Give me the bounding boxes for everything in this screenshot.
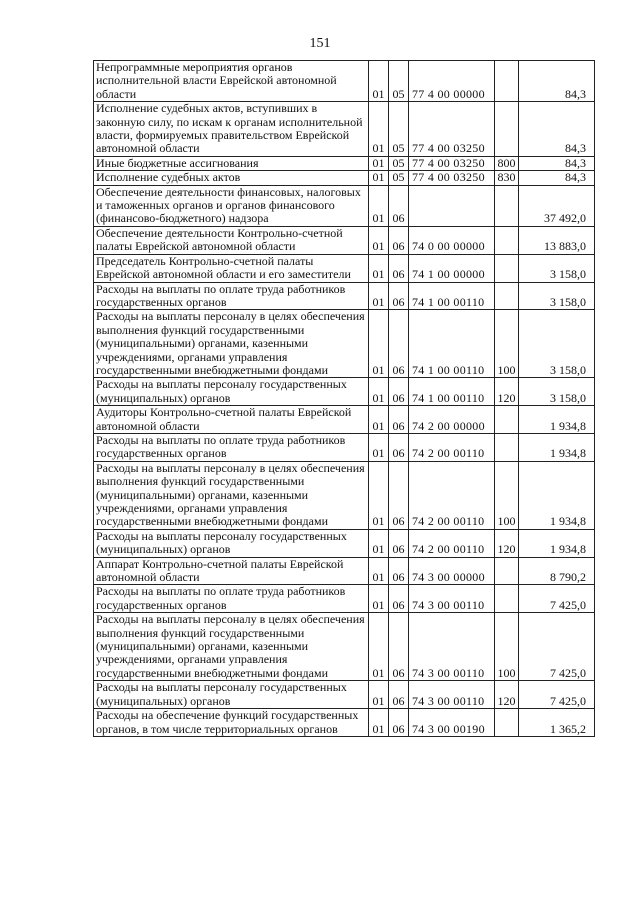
target-article-code-cell: 74 1 00 00110 — [409, 282, 495, 310]
section-code-cell: 01 — [369, 310, 389, 378]
expense-type-code-cell — [495, 585, 519, 613]
target-article-code-cell — [409, 185, 495, 226]
section-code-cell: 01 — [369, 461, 389, 529]
section-code-cell: 01 — [369, 433, 389, 461]
subsection-code-cell: 06 — [389, 461, 409, 529]
table-row — [94, 709, 595, 737]
expense-type-code-cell: 830 — [495, 171, 519, 185]
amount-cell: 7 425,0 — [519, 613, 595, 681]
expense-type-code-cell — [495, 226, 519, 254]
expense-type-code-cell — [495, 406, 519, 434]
subsection-code-cell: 06 — [389, 433, 409, 461]
subsection-code-cell: 06 — [389, 709, 409, 737]
expense-type-code-cell: 120 — [495, 681, 519, 709]
subsection-code-cell: 06 — [389, 529, 409, 557]
expense-type-code-cell — [495, 433, 519, 461]
expense-type-code-cell — [495, 102, 519, 157]
page-number: 151 — [309, 36, 331, 51]
table-row — [94, 185, 595, 226]
amount-cell: 3 158,0 — [519, 310, 595, 378]
item-name-cell: Обеспечение деятельности финансовых, налоговых и таможенных органов и органов финансового (финансово-бюджетного) надзора — [94, 185, 369, 226]
section-code-cell: 01 — [369, 282, 389, 310]
target-article-code-cell: 74 1 00 00110 — [409, 310, 495, 378]
item-name-cell: Аудиторы Контрольно-счетной палаты Еврейской автономной области — [94, 406, 369, 434]
item-name-cell: Расходы на выплаты по оплате труда работников государственных органов — [94, 282, 369, 310]
section-code-cell: 01 — [369, 156, 389, 170]
target-article-code-cell: 74 3 00 00110 — [409, 681, 495, 709]
target-article-code-cell: 74 3 00 00190 — [409, 709, 495, 737]
amount-cell: 7 425,0 — [519, 585, 595, 613]
amount-cell: 84,3 — [519, 171, 595, 185]
target-article-code-cell: 74 1 00 00110 — [409, 378, 495, 406]
target-article-code-cell: 77 4 00 03250 — [409, 102, 495, 157]
target-article-code-cell: 74 2 00 00110 — [409, 433, 495, 461]
section-code-cell: 01 — [369, 406, 389, 434]
expense-type-code-cell: 100 — [495, 310, 519, 378]
target-article-code-cell: 77 4 00 03250 — [409, 171, 495, 185]
subsection-code-cell: 06 — [389, 310, 409, 378]
amount-cell: 8 790,2 — [519, 557, 595, 585]
subsection-code-cell: 06 — [389, 254, 409, 282]
amount-cell: 3 158,0 — [519, 254, 595, 282]
item-name-cell: Расходы на выплаты персоналу государственных (муниципальных) органов — [94, 681, 369, 709]
item-name-cell: Председатель Контрольно-счетной палаты Еврейской автономной области и его заместители — [94, 254, 369, 282]
item-name-cell: Исполнение судебных актов — [94, 171, 369, 185]
subsection-code-cell: 06 — [389, 613, 409, 681]
target-article-code-cell: 77 4 00 00000 — [409, 61, 495, 102]
amount-cell: 1 934,8 — [519, 406, 595, 434]
section-code-cell: 01 — [369, 557, 389, 585]
target-article-code-cell: 74 3 00 00110 — [409, 613, 495, 681]
table-row — [94, 378, 595, 406]
table-row — [94, 461, 595, 529]
amount-cell: 84,3 — [519, 61, 595, 102]
amount-cell: 1 365,2 — [519, 709, 595, 737]
item-name-cell: Расходы на выплаты персоналу государственных (муниципальных) органов — [94, 529, 369, 557]
expense-type-code-cell: 120 — [495, 529, 519, 557]
item-name-cell: Расходы на выплаты по оплате труда работников государственных органов — [94, 433, 369, 461]
item-name-cell: Расходы на выплаты персоналу в целях обеспечения выполнения функций государственными (муниципальными) органами, казенными учреждениями, органами управления государственными внебюджетными фондами — [94, 310, 369, 378]
table-row — [94, 585, 595, 613]
section-code-cell: 01 — [369, 529, 389, 557]
section-code-cell: 01 — [369, 254, 389, 282]
amount-cell: 1 934,8 — [519, 461, 595, 529]
subsection-code-cell: 06 — [389, 282, 409, 310]
table-row — [94, 226, 595, 254]
item-name-cell: Исполнение судебных актов, вступивших в законную силу, по искам к органам исполнительной власти, формируемых правительством Еврейской автономной области — [94, 102, 369, 157]
section-code-cell: 01 — [369, 226, 389, 254]
subsection-code-cell: 06 — [389, 226, 409, 254]
amount-cell: 3 158,0 — [519, 378, 595, 406]
amount-cell: 1 934,8 — [519, 529, 595, 557]
item-name-cell: Расходы на обеспечение функций государственных органов, в том числе территориальных органов — [94, 709, 369, 737]
table-row — [94, 433, 595, 461]
budget-table — [93, 60, 595, 737]
subsection-code-cell: 06 — [389, 406, 409, 434]
table-row — [94, 681, 595, 709]
item-name-cell: Расходы на выплаты персоналу в целях обеспечения выполнения функций государственными (муниципальными) органами, казенными учреждениями, органами управления государственными внебюджетными фондами — [94, 613, 369, 681]
subsection-code-cell: 06 — [389, 681, 409, 709]
table-row — [94, 171, 595, 185]
expense-type-code-cell — [495, 282, 519, 310]
section-code-cell: 01 — [369, 61, 389, 102]
item-name-cell: Расходы на выплаты персоналу государственных (муниципальных) органов — [94, 378, 369, 406]
item-name-cell: Аппарат Контрольно-счетной палаты Еврейской автономной области — [94, 557, 369, 585]
section-code-cell: 01 — [369, 171, 389, 185]
budget-table-body — [94, 61, 595, 737]
table-row — [94, 102, 595, 157]
table-row — [94, 406, 595, 434]
subsection-code-cell: 05 — [389, 102, 409, 157]
target-article-code-cell: 74 2 00 00110 — [409, 529, 495, 557]
item-name-cell: Расходы на выплаты персоналу в целях обеспечения выполнения функций государственными (муниципальными) органами, казенными учреждениями, органами управления государственными внебюджетными фондами — [94, 461, 369, 529]
section-code-cell: 01 — [369, 709, 389, 737]
section-code-cell: 01 — [369, 185, 389, 226]
table-row — [94, 156, 595, 170]
table-row — [94, 613, 595, 681]
target-article-code-cell: 74 1 00 00000 — [409, 254, 495, 282]
table-row — [94, 282, 595, 310]
expense-type-code-cell — [495, 185, 519, 226]
section-code-cell: 01 — [369, 681, 389, 709]
section-code-cell: 01 — [369, 102, 389, 157]
amount-cell: 84,3 — [519, 102, 595, 157]
table-row — [94, 557, 595, 585]
target-article-code-cell: 74 3 00 00000 — [409, 557, 495, 585]
expense-type-code-cell: 800 — [495, 156, 519, 170]
target-article-code-cell: 74 2 00 00110 — [409, 461, 495, 529]
item-name-cell: Иные бюджетные ассигнования — [94, 156, 369, 170]
table-row — [94, 529, 595, 557]
expense-type-code-cell — [495, 557, 519, 585]
target-article-code-cell: 74 0 00 00000 — [409, 226, 495, 254]
subsection-code-cell: 06 — [389, 185, 409, 226]
expense-type-code-cell — [495, 254, 519, 282]
subsection-code-cell: 06 — [389, 378, 409, 406]
target-article-code-cell: 74 3 00 00110 — [409, 585, 495, 613]
amount-cell: 7 425,0 — [519, 681, 595, 709]
subsection-code-cell: 06 — [389, 585, 409, 613]
amount-cell: 37 492,0 — [519, 185, 595, 226]
subsection-code-cell: 05 — [389, 171, 409, 185]
item-name-cell: Расходы на выплаты по оплате труда работников государственных органов — [94, 585, 369, 613]
expense-type-code-cell: 100 — [495, 461, 519, 529]
item-name-cell: Обеспечение деятельности Контрольно-счетной палаты Еврейской автономной области — [94, 226, 369, 254]
expense-type-code-cell: 100 — [495, 613, 519, 681]
amount-cell: 13 883,0 — [519, 226, 595, 254]
subsection-code-cell: 06 — [389, 557, 409, 585]
target-article-code-cell: 77 4 00 03250 — [409, 156, 495, 170]
amount-cell: 3 158,0 — [519, 282, 595, 310]
section-code-cell: 01 — [369, 378, 389, 406]
section-code-cell: 01 — [369, 585, 389, 613]
table-row — [94, 61, 595, 102]
amount-cell: 84,3 — [519, 156, 595, 170]
subsection-code-cell: 05 — [389, 156, 409, 170]
item-name-cell: Непрограммные мероприятия органов исполнительной власти Еврейской автономной области — [94, 61, 369, 102]
expense-type-code-cell — [495, 61, 519, 102]
amount-cell: 1 934,8 — [519, 433, 595, 461]
subsection-code-cell: 05 — [389, 61, 409, 102]
table-row — [94, 310, 595, 378]
target-article-code-cell: 74 2 00 00000 — [409, 406, 495, 434]
expense-type-code-cell — [495, 709, 519, 737]
section-code-cell: 01 — [369, 613, 389, 681]
table-row — [94, 254, 595, 282]
expense-type-code-cell: 120 — [495, 378, 519, 406]
